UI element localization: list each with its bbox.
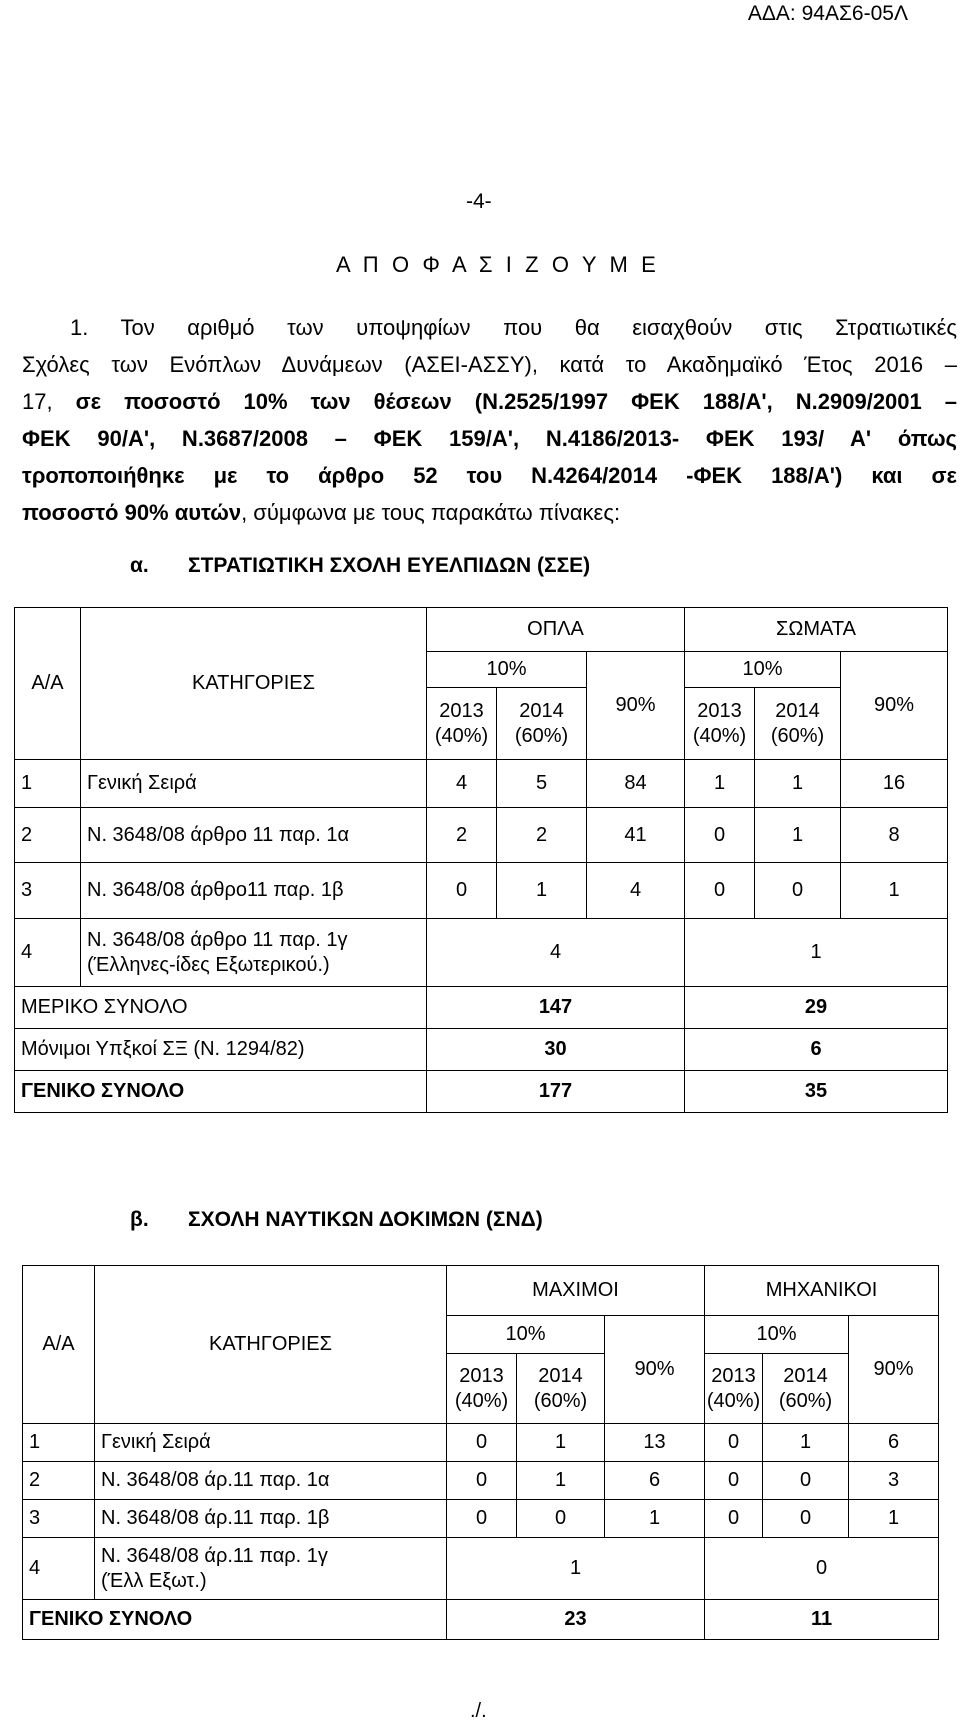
table-row: 1 Γενική Σειρά 4 5 84 1 1 16	[15, 760, 948, 808]
page-end-mark: ./.	[470, 1700, 487, 1722]
paragraph-line-2: Σχόλες των Ενόπλων Δυνάμεων (ΑΣΕΙ-ΑΣΣΥ), κατά το Ακαδημαϊκό Έτος 2016 –	[22, 352, 957, 377]
table-row-total: ΓΕΝΙΚΟ ΣΥΝΟΛΟ 23 11	[23, 1600, 939, 1640]
table-snd	[22, 1265, 939, 1640]
somata-90pct-header: 90%	[841, 652, 948, 760]
decision-paragraph	[22, 309, 957, 531]
paragraph-line-3	[22, 383, 957, 420]
section-a-letter: α.	[130, 554, 149, 577]
michanikoi-90pct-header: 90%	[849, 1316, 939, 1424]
opla-10pct-header: 10%	[427, 652, 587, 688]
machimoi-10pct-header: 10%	[447, 1316, 605, 1354]
table-row: 3 Ν. 3648/08 άρθρο11 παρ. 1β 0 1 4 0 0 1	[15, 863, 948, 919]
col-categories-header: ΚΑΤΗΓΟΡΙΕΣ	[95, 1266, 447, 1424]
table-row: 4 Ν. 3648/08 άρ.11 παρ. 1γ (Έλλ Εξωτ.) 1 0	[23, 1538, 939, 1600]
machimoi-2014-header: 2014 (60%)	[517, 1354, 605, 1424]
col-categories-header: ΚΑΤΗΓΟΡΙΕΣ	[81, 608, 427, 760]
michanikoi-10pct-header: 10%	[705, 1316, 849, 1354]
table-sse	[14, 607, 948, 1113]
group-machimoi-header: ΜΑΧΙΜΟΙ	[447, 1266, 705, 1316]
group-opla-header: ΟΠΛΑ	[427, 608, 685, 652]
table-row: 1 Γενική Σειρά 0 1 13 0 1 6	[23, 1424, 939, 1462]
paragraph-line-3-a: 17,	[22, 389, 76, 414]
paragraph-line-6-b: , σύμφωνα με τους παρακάτω πίνακες:	[241, 500, 621, 525]
section-b-title: ΣΧΟΛΗ ΝΑΥΤΙΚΩΝ ΔΟΚΙΜΩΝ (ΣΝΔ)	[188, 1208, 543, 1231]
table-row-subtotal: ΜΕΡΙΚΟ ΣΥΝΟΛΟ 147 29	[15, 987, 948, 1029]
section-a-title: ΣΤΡΑΤΙΩΤΙΚΗ ΣΧΟΛΗ ΕΥΕΛΠΙΔΩΝ (ΣΣΕ)	[188, 554, 591, 577]
table-row: 2 Ν. 3648/08 άρ.11 παρ. 1α 0 1 6 0 0 3	[23, 1462, 939, 1500]
paragraph-line-4: ΦΕΚ 90/Α', Ν.3687/2008 – ΦΕΚ 159/Α', Ν.4186/2013- ΦΕΚ 193/ Α' όπως	[22, 426, 957, 451]
table-row: 4 Ν. 3648/08 άρθρο 11 παρ. 1γ (Έλληνες-ίδες Εξωτερικού.) 4 1	[15, 919, 948, 987]
somata-10pct-header: 10%	[685, 652, 841, 688]
opla-2013-header: 2013 (40%)	[427, 688, 497, 760]
table-row-permanent: Μόνιμοι Υπξκοί ΣΞ (Ν. 1294/82) 30 6	[15, 1029, 948, 1071]
table-row: 2 Ν. 3648/08 άρθρο 11 παρ. 1α 2 2 41 0 1 8	[15, 808, 948, 863]
somata-2014-header: 2014 (60%)	[755, 688, 841, 760]
michanikoi-2013-header: 2013 (40%)	[705, 1354, 763, 1424]
somata-2013-header: 2013 (40%)	[685, 688, 755, 760]
machimoi-90pct-header: 90%	[605, 1316, 705, 1424]
table-row-total: ΓΕΝΙΚΟ ΣΥΝΟΛΟ 177 35	[15, 1071, 948, 1113]
paragraph-line-6	[22, 494, 957, 531]
col-aa-header: Α/Α	[23, 1266, 95, 1424]
machimoi-2013-header: 2013 (40%)	[447, 1354, 517, 1424]
ada-code: ΑΔΑ: 94ΑΣ6-05Λ	[747, 2, 908, 25]
michanikoi-2014-header: 2014 (60%)	[763, 1354, 849, 1424]
paragraph-line-6-a: ποσοστό 90% αυτών	[22, 500, 242, 525]
section-b-letter: β.	[130, 1208, 149, 1231]
decision-heading: Α Π Ο Φ Α Σ Ι Ζ Ο Υ Μ Ε	[336, 252, 660, 277]
table-row: 3 Ν. 3648/08 άρ.11 παρ. 1β 0 0 1 0 0 1	[23, 1500, 939, 1538]
opla-2014-header: 2014 (60%)	[497, 688, 587, 760]
group-michanikoi-header: ΜΗΧΑΝΙΚΟΙ	[705, 1266, 939, 1316]
paragraph-line-3-b: σε ποσοστό 10% των θέσεων (Ν.2525/1997 ΦΕΚ 188/Α', Ν.2909/2001 –	[75, 389, 957, 414]
group-somata-header: ΣΩΜΑΤΑ	[685, 608, 948, 652]
col-aa-header: Α/Α	[15, 608, 81, 760]
opla-90pct-header: 90%	[587, 652, 685, 760]
page-number: -4-	[466, 190, 492, 213]
paragraph-line-1: 1. Τον αριθμό των υποψηφίων που θα εισαχθούν στις Στρατιωτικές	[70, 315, 957, 340]
paragraph-line-5: τροποποιήθηκε με το άρθρο 52 του Ν.4264/2014 -ΦΕΚ 188/Α') και σε	[22, 463, 957, 488]
